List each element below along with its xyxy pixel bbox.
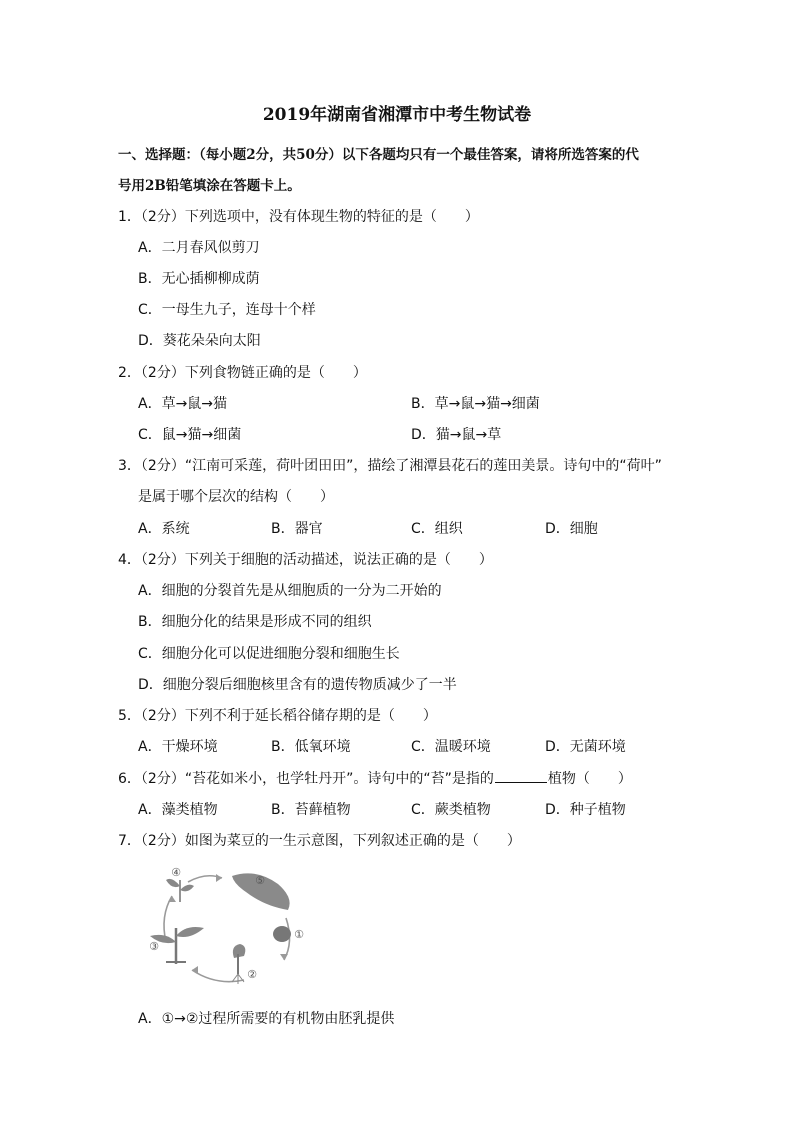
question-5-option-d: D．无菌环境 <box>545 739 626 755</box>
question-4-option-a: A．细胞的分裂首先是从细胞质的一分为二开始的 <box>138 583 442 599</box>
stage-1-seed <box>273 926 291 942</box>
question-6-option-c: C．蕨类植物 <box>411 802 491 818</box>
question-3-stem: 3．（2分）“江南可采莲，荷叶团田田”，描绘了湘潭县花石的莲田美景。诗句中的“荷叶” <box>118 458 662 474</box>
figure-label-1: ① <box>294 928 304 941</box>
question-6-stem-tail: 植物（ ） <box>547 771 632 787</box>
question-5-option-b: B．低氧环境 <box>271 739 351 755</box>
figure-label-3: ③ <box>149 940 159 953</box>
question-5-option-a: A．干燥环境 <box>138 739 218 755</box>
question-1-stem: 1．（2分）下列选项中，没有体现生物的特征的是（ ） <box>118 209 479 225</box>
section-instructions-line2: 号用2B铅笔填涂在答题卡上。 <box>118 178 301 194</box>
figure-label-5: ⑤ <box>255 874 265 887</box>
question-2-option-c: C．鼠→猫→细菌 <box>138 427 242 443</box>
question-7-stem: 7．（2分）如图为菜豆的一生示意图，下列叙述正确的是（ ） <box>118 833 521 849</box>
question-6-option-b: B．苔藓植物 <box>271 802 351 818</box>
question-1-option-b: B．无心插柳柳成荫 <box>138 271 260 287</box>
question-6-option-d: D．种子植物 <box>545 802 626 818</box>
question-2-stem: 2．（2分）下列食物链正确的是（ ） <box>118 365 367 381</box>
question-2-option-a: A．草→鼠→猫 <box>138 396 228 412</box>
question-2-option-d: D．猫→鼠→草 <box>411 427 502 443</box>
section-instructions-line1: 一、选择题：（每小题2分，共50分）以下各题均只有一个最佳答案，请将所选答案的代 <box>118 147 639 163</box>
question-3-option-b: B．器官 <box>271 521 323 537</box>
question-3-option-c: C．组织 <box>411 521 463 537</box>
answer-blank <box>495 769 547 783</box>
question-4-option-c: C．细胞分化可以促进细胞分裂和细胞生长 <box>138 646 400 662</box>
bean-life-cycle-figure <box>136 862 316 990</box>
question-3-stem-continued: 是属于哪个层次的结构（ ） <box>138 489 334 505</box>
question-2-option-b: B．草→鼠→猫→细菌 <box>411 396 540 412</box>
figure-label-4: ④ <box>171 866 181 879</box>
question-3-option-d: D．细胞 <box>545 521 598 537</box>
question-1-option-c: C．一母生九子，连母十个样 <box>138 302 316 318</box>
question-3-option-a: A．系统 <box>138 521 190 537</box>
figure-label-2: ② <box>247 968 257 981</box>
question-1-option-a: A．二月春风似剪刀 <box>138 240 260 256</box>
question-5-option-c: C．温暖环境 <box>411 739 491 755</box>
page-title: 2019年湖南省湘潭市中考生物试卷 <box>262 105 532 125</box>
question-6-stem-text: 6．（2分）“苔花如米小，也学牡丹开”。诗句中的“苔”是指的 <box>118 771 494 787</box>
question-4-option-d: D．细胞分裂后细胞核里含有的遗传物质减少了一半 <box>138 677 457 693</box>
question-6-stem <box>118 769 632 788</box>
question-4-stem: 4．（2分）下列关于细胞的活动描述，说法正确的是（ ） <box>118 552 493 568</box>
question-5-stem: 5．（2分）下列不利于延长稻谷储存期的是（ ） <box>118 708 437 724</box>
question-6-option-a: A．藻类植物 <box>138 802 218 818</box>
stage-2-germination <box>232 944 245 984</box>
question-7-option-a: A．①→②过程所需要的有机物由胚乳提供 <box>138 1011 395 1027</box>
question-4-option-b: B．细胞分化的结果是形成不同的组织 <box>138 614 372 630</box>
question-1-option-d: D．葵花朵朵向太阳 <box>138 333 261 349</box>
